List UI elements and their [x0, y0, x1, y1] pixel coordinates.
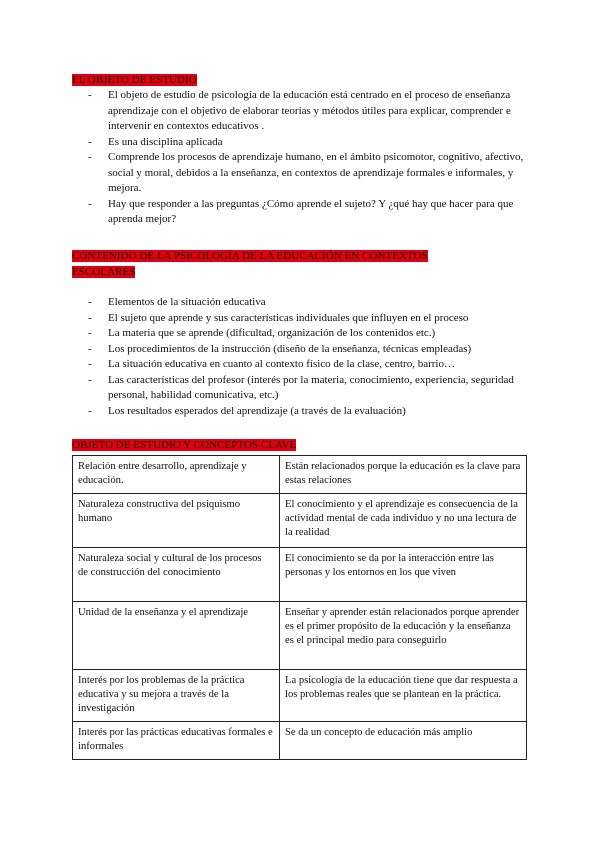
list-item: - Comprende los procesos de aprendizaje humano, en el ámbito psicomotor, cognitivo, afectivo, social y moral, debidos a la enseñanza, en contextos de aprendizaje formales e informales, y mejora. [72, 150, 524, 197]
list-item: - Las características del profesor (interés por la materia, conocimiento, experiencia, seguridad personal, habilidad comunicativa, etc.) [72, 373, 524, 404]
table-row [73, 456, 527, 494]
table-row [73, 602, 527, 670]
objeto-bullet-list [72, 88, 524, 228]
table-row [73, 670, 527, 722]
concept-cell: Unidad de la enseñanza y el aprendizaje [73, 602, 280, 670]
description-cell: El conocimiento y el aprendizaje es consecuencia de la actividad mental de cada individuo y no una lectura de la realidad [280, 494, 527, 548]
table-row [73, 494, 527, 548]
contenido-bullet-list [72, 295, 524, 419]
list-item: - Hay que responder a las preguntas ¿Cómo aprende el sujeto? Y ¿qué hay que hacer para que aprenda mejor? [72, 197, 524, 228]
description-cell: Enseñar y aprender están relacionados porque aprender es el primer propósito de la educación y la enseñanza es el principal medio para conseguirlo [280, 602, 527, 670]
description-cell: Se da un concepto de educación más amplio [280, 722, 527, 760]
concept-cell: Relación entre desarrollo, aprendizaje y educación. [73, 456, 280, 494]
description-cell: Están relacionados porque la educación es la clave para estas relaciones [280, 456, 527, 494]
list-item: - La situación educativa en cuanto al contexto físico de la clase, centro, barrio… [72, 357, 524, 373]
list-item: - Los resultados esperados del aprendizaje (a través de la evaluación) [72, 404, 524, 420]
table-row [73, 548, 527, 602]
description-cell: La psicología de la educación tiene que dar respuesta a los problemas reales que se plantean en la práctica. [280, 670, 527, 722]
description-cell: El conocimiento se da por la interacción entre las personas y los entornos en los que viven [280, 548, 527, 602]
section-heading-objeto: EL OBJETO DE ESTUDIO [72, 74, 197, 86]
concept-cell: Interés por los problemas de la práctica educativa y su mejora a través de la investigación [73, 670, 280, 722]
concept-cell: Naturaleza constructiva del psiquismo humano [73, 494, 280, 548]
concepts-table [72, 455, 527, 760]
list-item: - El sujeto que aprende y sus características individuales que influyen en el proceso [72, 311, 524, 327]
list-item: - Elementos de la situación educativa [72, 295, 524, 311]
list-item: - El objeto de estudio de psicología de la educación está centrado en el proceso de enseñanza aprendizaje con el objetivo de elaborar teorías y métodos útiles para explicar, comprender e intervenir en contextos educativos . [72, 88, 524, 135]
section-heading-contenido: CONTENIDO DE LA PSICOLOGÍA DE LA EDUCACIÓN EN CONTEXTOS ESCOLARES [72, 250, 428, 278]
concept-cell: Interés por las prácticas educativas formales e informales [73, 722, 280, 760]
list-item: - Los procedimientos de la instrucción (diseño de la enseñanza, técnicas empleadas) [72, 342, 524, 358]
list-item: - La materia que se aprende (dificultad, organización de los contenidos etc.) [72, 326, 524, 342]
section-heading-conceptos: OBJETO DE ESTUDIO Y CONCEPTOS CLAVE [72, 439, 297, 451]
list-item: - Es una disciplina aplicada [72, 135, 524, 151]
concept-cell: Naturaleza social y cultural de los procesos de construcción del conocimiento [73, 548, 280, 602]
table-row [73, 722, 527, 760]
